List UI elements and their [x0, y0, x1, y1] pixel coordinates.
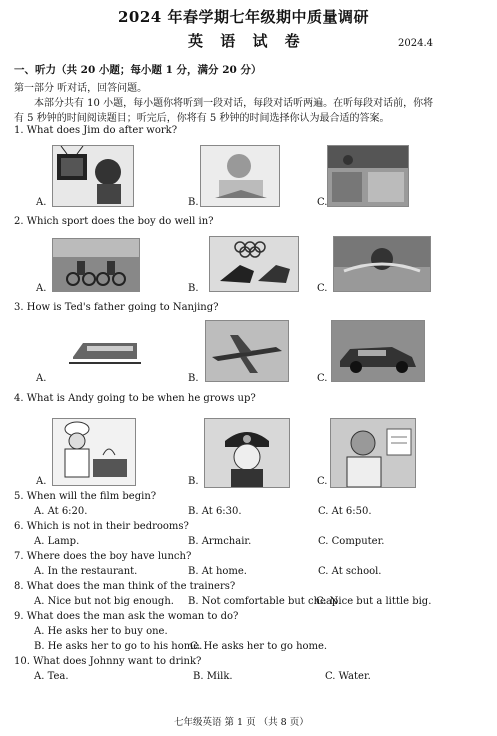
question-text: 1. What does Jim do after work? — [14, 125, 178, 136]
option-b: B. Milk. — [193, 671, 233, 682]
option-a: A. At 6:20. — [34, 506, 88, 517]
question-text: 3. How is Ted's father going to Nanjing? — [14, 302, 219, 313]
option-c: C. At school. — [318, 566, 382, 577]
option-b: B. Armchair. — [188, 536, 252, 547]
option-label: C. — [317, 197, 328, 208]
exam-date: 2024.4 — [398, 38, 433, 49]
option-a: A. In the restaurant. — [34, 566, 138, 577]
option-label: C. — [317, 283, 328, 294]
option-c: C. Nice but a little big. — [316, 596, 432, 607]
option-label: A. — [36, 283, 47, 294]
man-watching-tv-image — [52, 145, 134, 207]
cycling-race-image — [52, 238, 140, 292]
car-image — [331, 320, 425, 382]
supermarket-shelves-image — [327, 145, 409, 207]
option-a: A. He asks her to buy one. — [34, 626, 168, 637]
question-text: 4. What is Andy going to be when he grows up? — [14, 393, 256, 404]
part-heading: 第一部分 听对话，回答问题。 — [14, 83, 148, 94]
option-label: C. — [317, 373, 328, 384]
swimmer-image — [333, 236, 431, 292]
option-b: B. At home. — [188, 566, 247, 577]
airplane-image — [205, 320, 289, 382]
question-text: 9. What does the man ask the woman to do? — [14, 611, 239, 622]
option-c: C. Computer. — [318, 536, 385, 547]
option-label: B. — [188, 197, 199, 208]
option-b: B. Not comfortable but cheap. — [188, 596, 342, 607]
doctor-image — [330, 418, 416, 488]
option-b: B. At 6:30. — [188, 506, 242, 517]
exam-title: 2024 年春学期七年级期中质量调研 — [118, 8, 369, 26]
question-text: 2. Which sport does the boy do well in? — [14, 216, 214, 227]
train-image — [68, 330, 142, 370]
police-officer-image — [204, 418, 290, 488]
question-text: 7. Where does the boy have lunch? — [14, 551, 192, 562]
option-a: A. Tea. — [34, 671, 69, 682]
exam-subtitle: 英 语 试 卷 — [188, 32, 306, 50]
question-text: 6. Which is not in their bedrooms? — [14, 521, 189, 532]
option-label: A. — [36, 197, 47, 208]
speed-skating-olympics-image — [209, 236, 299, 292]
boy-reading-book-image — [200, 145, 280, 207]
option-label: A. — [36, 373, 47, 384]
option-b: B. He asks her to go to his home. — [34, 641, 203, 652]
chef-cooking-image — [52, 418, 136, 486]
option-c: C. He asks her to go home. — [190, 641, 328, 652]
question-text: 5. When will the film begin? — [14, 491, 157, 502]
question-text: 10. What does Johnny want to drink? — [14, 656, 202, 667]
section-heading: 一、听力（共 20 小题；每小题 1 分，满分 20 分） — [14, 64, 262, 76]
option-label: B. — [188, 283, 199, 294]
option-label: B. — [188, 476, 199, 487]
option-label: C. — [317, 476, 328, 487]
option-a: A. Nice but not big enough. — [34, 596, 174, 607]
instruction-line-2: 有 5 秒钟的时间阅读题目；听完后，你将有 5 秒钟的时间选择你认为最合适的答案。 — [14, 113, 390, 124]
option-label: A. — [36, 476, 47, 487]
instruction-line-1: 本部分共有 10 小题，每小题你将听到一段对话，每段对话听两遍。在听每段对话前，你将 — [34, 98, 434, 109]
question-text: 8. What does the man think of the trainers? — [14, 581, 236, 592]
option-c: C. At 6:50. — [318, 506, 372, 517]
page-footer: 七年级英语 第 1 页 （共 8 页） — [174, 717, 309, 728]
option-c: C. Water. — [325, 671, 371, 682]
option-label: B. — [188, 373, 199, 384]
option-a: A. Lamp. — [34, 536, 80, 547]
